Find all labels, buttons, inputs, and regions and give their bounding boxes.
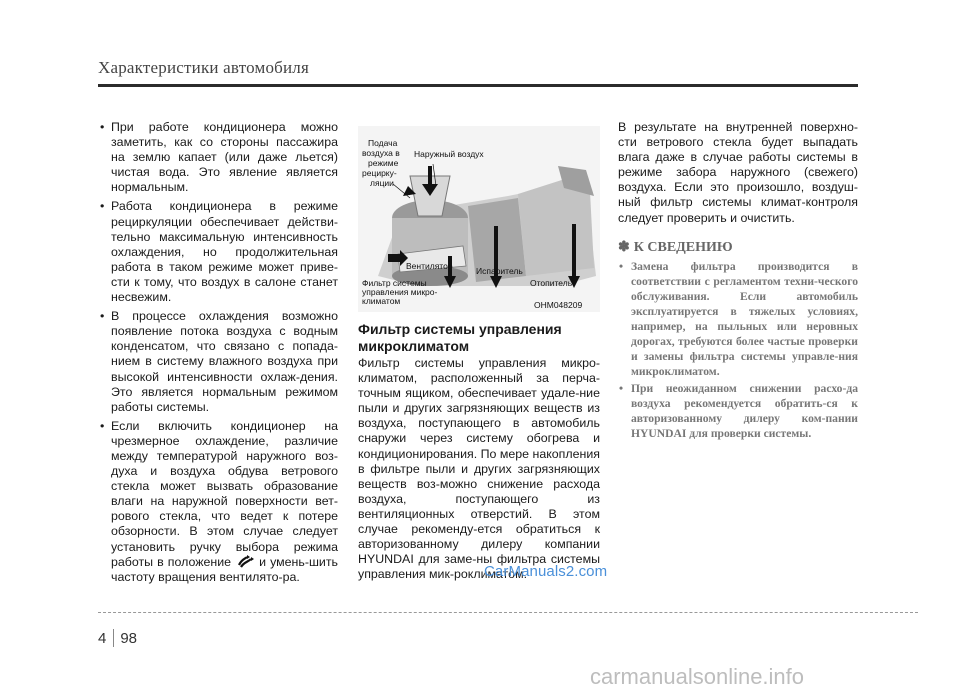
defrost-mode-icon bbox=[235, 555, 255, 568]
section-title: Фильтр системы управления микроклиматом bbox=[358, 321, 562, 354]
page-number-value: 98 bbox=[120, 629, 138, 647]
hvac-diagram-svg bbox=[358, 126, 600, 312]
label-evaporator: Испаритель bbox=[476, 266, 523, 276]
bullet-text-before: Если включить кондиционер на чрезмерное охлаждение, различие между температурой наружного воз-духа и воздуха обдува ветрового стекла может вызвать образование влаги на наружной поверхности вет-рового стекла, что ведет к потере обзорности. В этом случае следует установить ручку выбора режима работы в положение bbox=[111, 418, 338, 569]
page-header-title: Характеристики автомобиля bbox=[98, 58, 309, 77]
label-fan: Вентилятор bbox=[406, 261, 453, 271]
section-body: Фильтр системы управления микро-климатом, расположенный за перча-точным ящиком, обеспечивает удале-ние пыли и других загрязняющих веществ из воздуха, поступающего в автомобиль снаружи через систему обогрева и кондиционирования. По мере накопления в фильтре пыли и других загрязняющих веществ воз-можно снижение расхода воздуха, поступающего из вентиляционных отверстий. В этом случае рекоменду-ется обратиться к авторизованному дилеру компании HYUNDAI для заме-ны фильтра системы управления мик-роклиматом. bbox=[358, 356, 600, 582]
bullet-item-last bbox=[98, 419, 338, 585]
watermark-link[interactable]: CarManuals2.com bbox=[484, 563, 608, 580]
label-outside-air: Наружный воздух bbox=[414, 149, 484, 159]
figure-code: OHM048209 bbox=[534, 300, 583, 310]
hvac-diagram bbox=[358, 126, 600, 312]
right-column bbox=[618, 120, 858, 443]
info-heading bbox=[618, 240, 858, 255]
info-heading-text: К СВЕДЕНИЮ bbox=[633, 239, 733, 255]
label-recirc-2: воздуха в bbox=[362, 148, 400, 158]
label-recirc-3: режиме bbox=[368, 158, 399, 168]
bullet-item: • В процессе охлаждения возможно появление потока воздуха с водным конденсатом, что связано с попада-нием в систему влажного воздуха при высокой интенсивности охлаж-дения. Это является нормальным режимом работы системы. bbox=[98, 309, 338, 415]
page-separator bbox=[113, 629, 114, 647]
label-filter-2: управления микро- bbox=[362, 287, 438, 297]
bullet-item: • Работа кондиционера в режиме рециркуляции обеспечивает действи-тельно максимальную интенсивность охлаждения, но продолжительная работа в таком режиме может приве-сти к тому, что воздух в салоне станет несвежим. bbox=[98, 199, 338, 305]
label-recirc-5: ляции bbox=[370, 178, 394, 188]
header-rule bbox=[98, 84, 858, 87]
section-number: 4 bbox=[98, 629, 107, 647]
asterisk-icon: ✽ bbox=[618, 239, 630, 255]
bullet-list bbox=[98, 120, 338, 585]
label-filter-3: климатом bbox=[362, 296, 401, 306]
label-filter-1: Фильтр системы bbox=[362, 278, 427, 288]
bullet-text-after: и умень-шить частоту вращения вентилято-ра. bbox=[111, 554, 338, 584]
footer-watermark: carmanualsonline.info bbox=[590, 664, 805, 689]
right-column-body: В результате на внутренней поверхно-сти ветрового стекла будет выпадать влага даже в случае работы системы в режиме забора наружного (свежего) воздуха. Если это произошло, воздуш-ный фильтр системы климат-контроля следует проверить и очистить. bbox=[618, 120, 858, 225]
footer-rule bbox=[98, 612, 918, 613]
info-item: • При неожиданном снижении расхо-да воздуха рекомендуется обратить-ся к авторизованному дилеру ком-пании HYUNDAI для проверки системы. bbox=[618, 381, 858, 441]
bullet-item: • При работе кондиционера можно заметить, как со стороны пассажира на землю капает (или даже льется) чистая вода. Это явление является нормальным. bbox=[98, 120, 338, 195]
label-heater: Отопитель bbox=[530, 278, 573, 288]
info-list bbox=[618, 259, 858, 441]
label-recirc-1: Подача bbox=[368, 138, 398, 148]
info-item: • Замена фильтра производится в соответствии с регламентом техни-ческого обслуживания. Если автомобиль эксплуатируется в тяжелых условиях, например, на пыльных или неровных дорогах, требуются более частые проверки и замены фильтра системы управле-ния микроклиматом. bbox=[618, 259, 858, 379]
page-number bbox=[98, 629, 137, 647]
left-column bbox=[98, 120, 338, 589]
label-recirc-4: рецирку- bbox=[362, 168, 397, 178]
